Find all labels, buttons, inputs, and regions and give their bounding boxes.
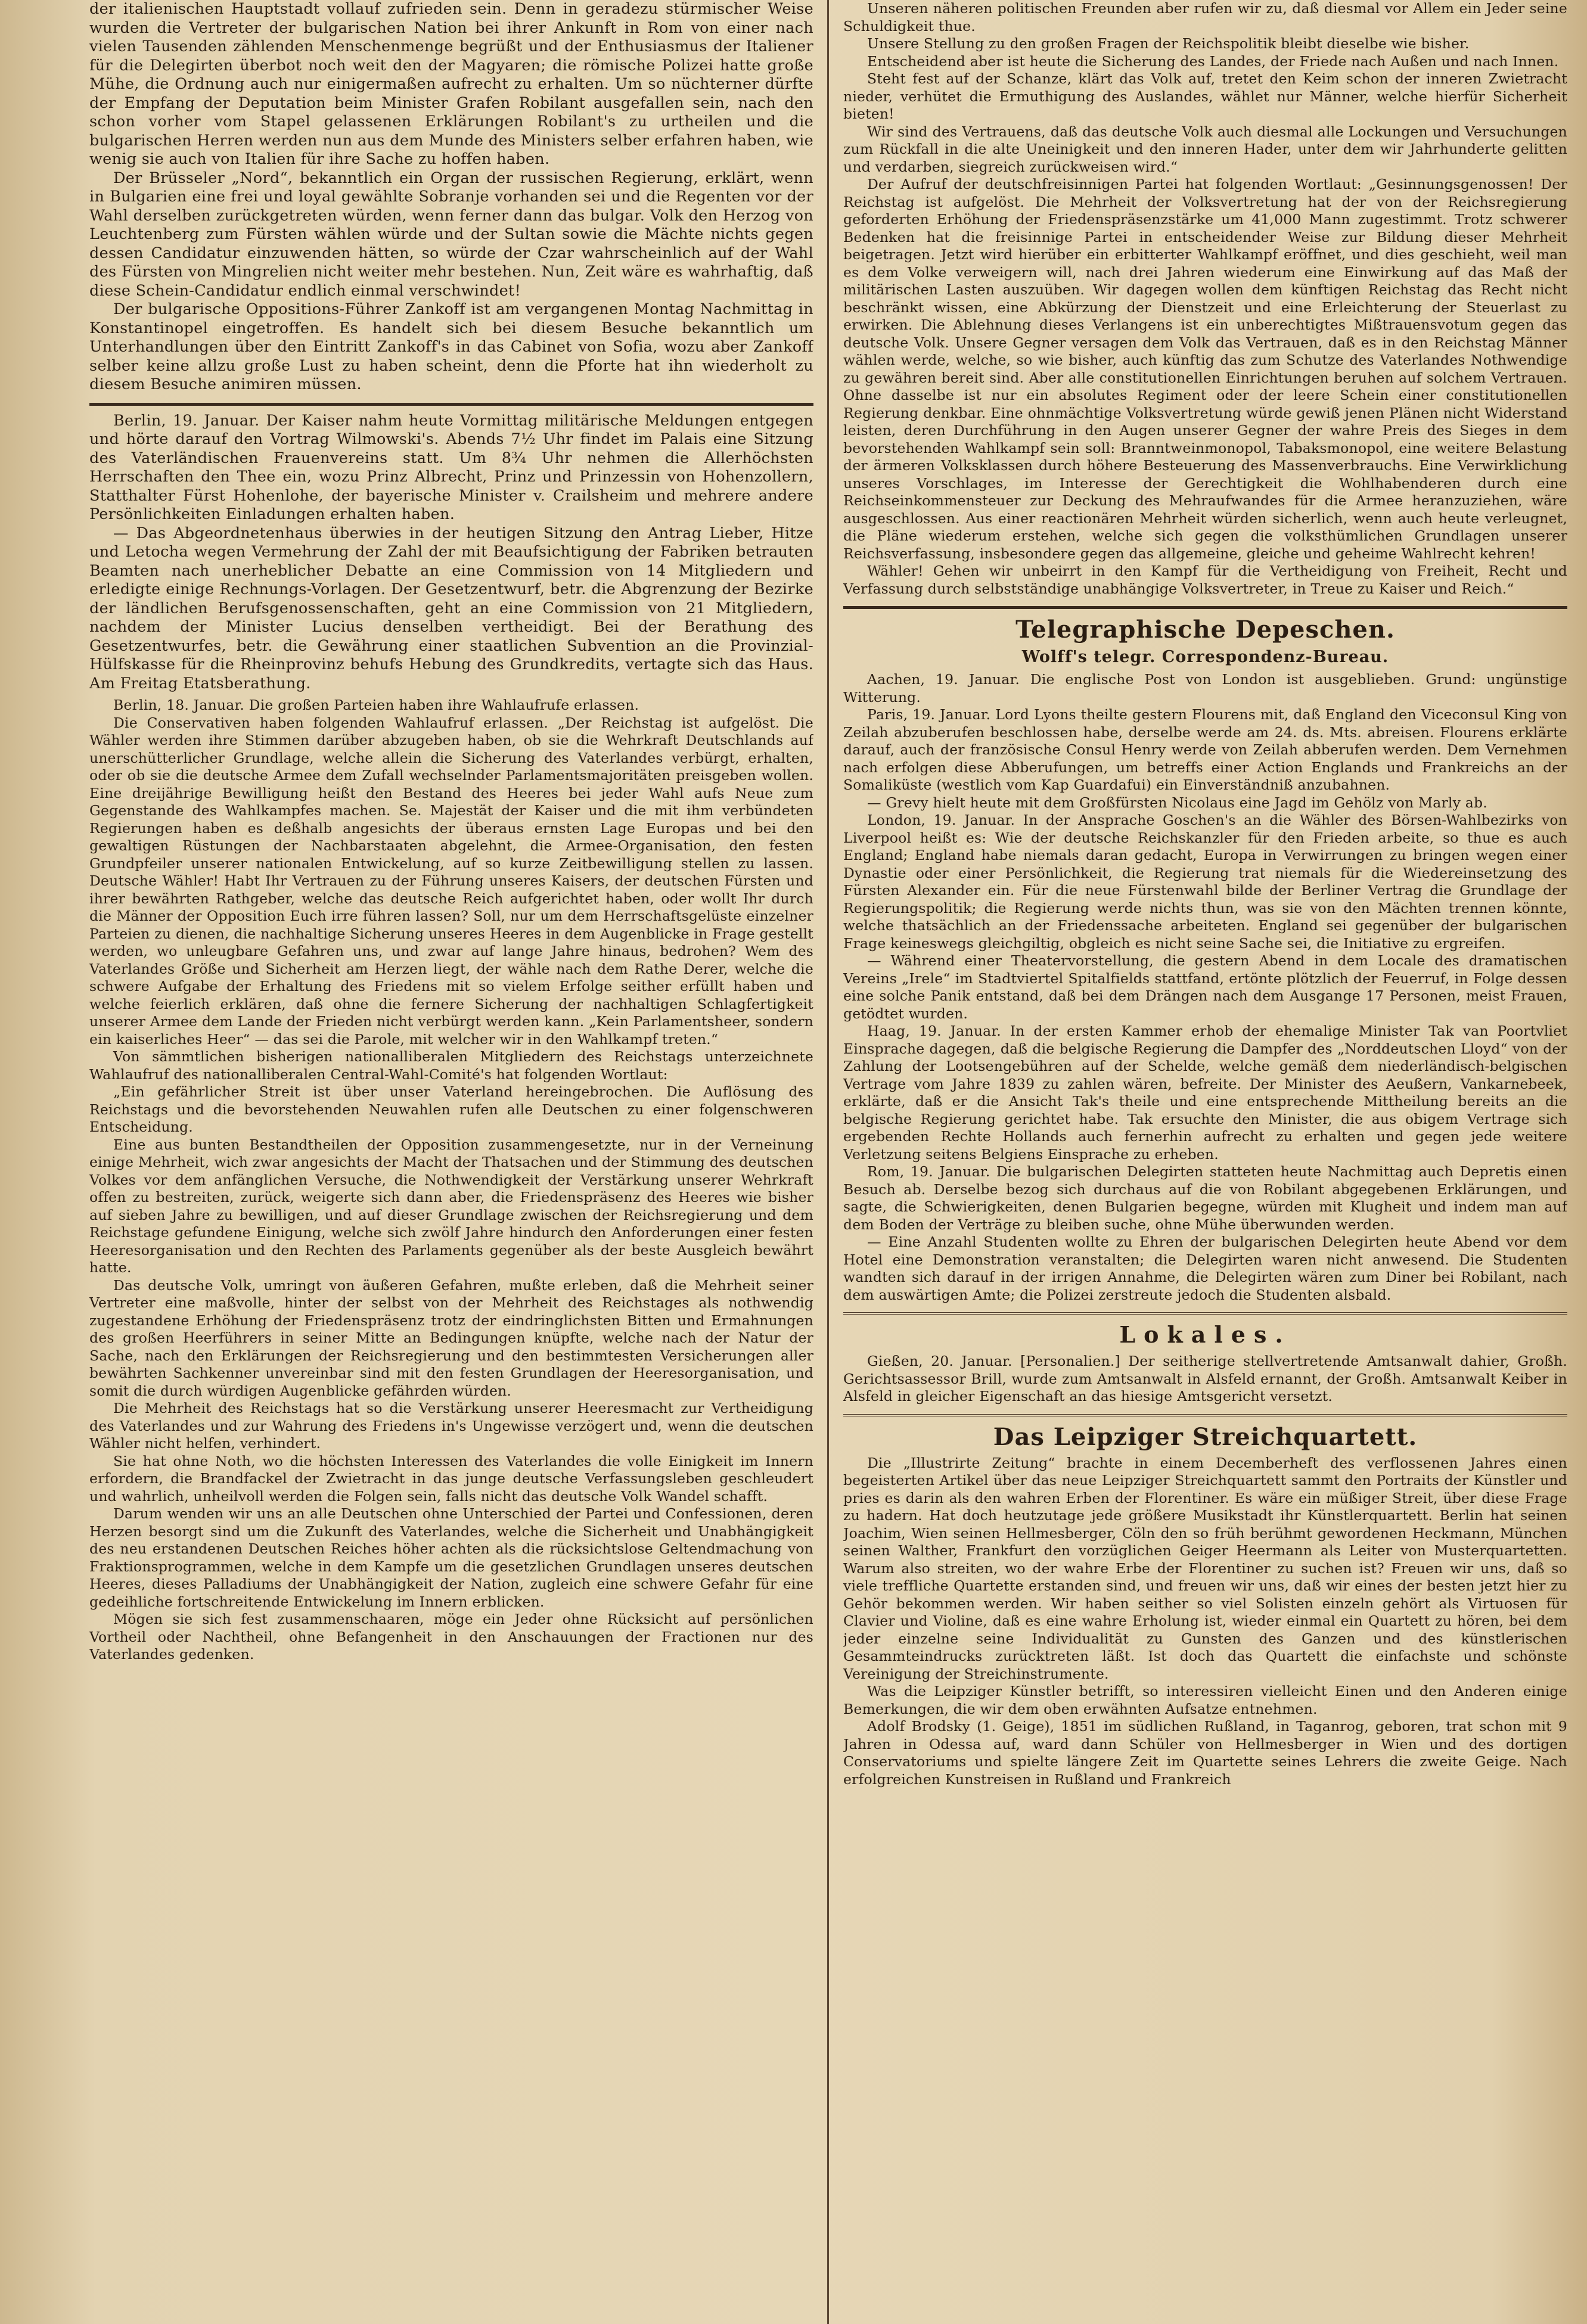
- leipzig-heading: Das Leipziger Streichquartett.: [993, 1422, 1418, 1451]
- election-paragraph: Sie hat ohne Noth, wo die höchsten Interessen des Vaterlandes die volle Einigkeit im Innern erfordern, die Brandfackel der Zwietracht in das junge deutsche Verfassungsleben geschleudert und wahrlich, unheilvoll werden die Folgen sein, falls nicht das deutsche Volk Wandel schafft.: [89, 1452, 813, 1505]
- election-paragraph: Darum wenden wir uns an alle Deutschen ohne Unterschied der Partei und Confessionen, deren Herzen besorgt sind um die Zukunft des Vaterlandes, welche die Sicherheit und Unabhängigkeit des neu erstandenen Deutschen Reiches höher achten als die rücksichtslose Geltendmachung von Fraktionsprogrammen, welche in dem Kampfe um die gesetzlichen Grundlagen unseres deutschen Heeres, dieses Palladiums der Unabhängigkeit der Nation, zugleich eine schwere Gefahr für eine gedeihliche fortschreitende Entwickelung im Innern erblicken.: [89, 1505, 813, 1610]
- election-paragraph: Berlin, 18. Januar. Die großen Parteien haben ihre Wahlaufrufe erlassen.: [113, 697, 639, 713]
- appeal-paragraph: Der Aufruf der deutschfreisinnigen Partei hat folgenden Wortlaut: „Gesinnungsgenossen! Der Reichstag ist aufgelöst. Die Mehrheit der Volksvertretung hat der von der Reichsregierung geforderten Erhöhung der Friedenspräsenzstärke um 41,000 Mann zugestimmt. Trotz schwerer Bedenken hat die freisinnige Partei in entscheidender Weise zur Bildung dieser Mehrheit beigetragen. Jetzt wird hierüber ein erbitterter Wahlkampf eröffnet, und dies geschieht, weil man es dem Volke verweigern will, nach drei Jahren wiederum eine Einwirkung auf das Maß der militärischen Lasten auszuüben. Wir dagegen wollen dem künftigen Reichstag das Recht nicht beschränkt wissen, eine Abkürzung der Dienstzeit und eine Erleichterung der Steuerlast zu erwirken. Die Ablehnung dieses Verlangens ist ein unberechtigtes Mißtrauensvotum gegen das deutsche Volk. Unsere Gegner versagen dem Volk das Vertrauen, daß es in den Reichstag Männer wählen werde, welche, so wie bisher, auch künftig das zum Schutze des Vaterlandes Nothwendige zu gewähren bereit sind. Aber alle constitutionellen Einrichtungen beruhen auf solchem Vertrauen. Ohne dasselbe ist nur ein absolutes Regiment oder der leere Schein einer constitutionellen Regierung denkbar. Eine ohnmächtige Volksvertretung würde gewiß jenen Plänen nicht Widerstand leisten, deren Durchführung in den Augen unserer Gegner der wahre Preis des Sieges in dem bevorstehenden Wahlkampf sein soll: Branntweinmonopol, Tabaksmonopol, eine weitere Belastung der ärmeren Volksklassen durch höhere Besteuerung des Massenverbrauchs. Eine Verwirklichung unseres Vorschlages, im Interesse der Gerechtigkeit die Wohlhabenderen durch eine Reichseinkommensteuer zur Deckung des Mehraufwandes für die Armee heranzuziehen, wäre ausgeschlossen. Aus einer reactionären Mehrheit würden sicherlich, wenn auch heute verleugnet, die Pläne wiederum erstehen, welche sich gegen die volksthümlichen Grundlagen unserer Reichsverfassung, insbesondere gegen das allgemeine, gleiche und geheime Wahlrecht kehren!: [843, 176, 1567, 562]
- section-rule: [89, 403, 813, 406]
- telegraph-paragraph: — Grevy hielt heute mit dem Großfürsten Nicolaus eine Jagd im Gehölz von Marly ab.: [867, 794, 1487, 811]
- leipzig-paragraph: Was die Leipziger Künstler betrifft, so interessiren vielleicht Einen und den Anderen einige Bemerkungen, die wir dem oben erwähnten Aufsatze entnehmen.: [843, 1683, 1567, 1717]
- appeal-paragraph: Wähler! Gehen wir unbeirrt in den Kampf für die Vertheidigung von Freiheit, Recht und Verfassung durch selbstständige unabhängige Volksvertreter, in Treue zu Kaiser und Reich.“: [843, 563, 1567, 597]
- section-rule: [843, 1312, 1567, 1315]
- berlin-news-paragraph: Berlin, 19. Januar. Der Kaiser nahm heute Vormittag militärische Meldungen entgegen und hörte darauf den Vortrag Wilmowski's. Abends 7½ Uhr findet im Palais eine Sitzung des Vaterländischen Frauenvereins statt. Um 8¾ Uhr nehmen die Allerhöchsten Herrschaften den Thee ein, wozu Prinz Albrecht, Prinz und Prinzessin von Hohenzollern, Statthalter Fürst Hohenlohe, der bayerische Minister v. Crailsheim und mehrere andere Persönlichkeiten Einladungen erhalten haben.: [89, 411, 813, 523]
- telegraph-paragraph: Paris, 19. Januar. Lord Lyons theilte gestern Flourens mit, daß England den Viceconsul King von Zeilah abzuberufen beschlossen habe, derselbe werde am 24. ds. Mts. abreisen. Flourens erklärte darauf, auch der französische Consul Henry werde von Zeilah abberufen werden. Dem Vernehmen nach erfolgen diese Abberufungen, um betreffs einer Action Englands und Frankreichs an der Somaliküste (westlich vom Kap Guardafui) ein Einverständniß anzubahnen.: [843, 706, 1567, 793]
- lokales-paragraph: Gießen, 20. Januar. [Personalien.] Der seitherige stellvertretende Amtsanwalt dahier, Großh. Gerichtsassessor Brill, wurde zum Amtsanwalt in Alsfeld ernannt, der Großh. Amtsanwalt Keiber in Alsfeld in gleicher Eigenschaft an das hiesige Amtsgericht versetzt.: [843, 1353, 1567, 1405]
- article-paragraph: der italienischen Hauptstadt vollauf zufrieden sein. Denn in geradezu stürmischer Weise wurden die Vertreter der bulgarischen Nation bei ihrer Ankunft in Rom von einer nach vielen Tausenden zählenden Menschenmenge begrüßt und der Enthusiasmus der Italiener für die Delegirten überbot noch weit den der Magyaren; die römische Polizei hatte große Mühe, die Ordnung auch nur einigermaßen aufrecht zu erhalten. Um so nüchterner dürfte der Empfang der Deputation beim Minister Grafen Robilant ausgefallen sein, nach den schon vorher vom Stapel gelassenen Erklärungen Robilant's zu urtheilen und die bulgarischen Herren werden nun aus dem Munde des Ministers selber erfahren haben, wie wenig sie auch von Italien für ihre Sache zu hoffen haben.: [89, 0, 813, 168]
- appeal-paragraph: Unseren näheren politischen Freunden aber rufen wir zu, daß diesmal vor Allem ein Jeder seine Schuldigkeit thue.: [843, 0, 1567, 35]
- election-paragraph: Die Conservativen haben folgenden Wahlaufruf erlassen. „Der Reichstag ist aufgelöst. Die Wähler werden ihre Stimmen darüber abzugeben haben, ob sie die Wehrkraft Deutschlands auf unerschütterlicher Grundlage, welche allein die Sicherung des Vaterlandes verbürgt, erhalten, oder ob sie die deutsche Armee dem Zufall wechselnder Parlamentsmajoritäten preisgeben wollen. Eine dreijährige Bewilligung heißt den Bestand des Heeres bei jeder Wahl aufs Neue zum Gegenstande des Wahlkampfes machen. Se. Majestät der Kaiser und die mit ihm verbündeten Regierungen haben es deßhalb angesichts der überaus ernsten Lage Europas und bei den gewaltigen Rüstungen der Nachbarstaaten abgelehnt, die Armee-Organisation, den festen Grundpfeiler unserer nationalen Entwickelung, auf so kurze Zeitbewilligung stellen zu lassen. Deutsche Wähler! Habt Ihr Vertrauen zu der Führung unseres Kaisers, der deutschen Fürsten und ihrer bewährten Rathgeber, welche das deutsche Reich aufgerichtet haben, oder wollt Ihr durch die Männer der Opposition Euch irre führen lassen? Soll, nur um dem Herrschaftsgelüste einzelner Parteien zu dienen, die nachhaltige Sicherung unseres Heeres in dem Augenblicke in Frage gestellt werden, wo unleugbare Gefahren uns, und zwar auf lange Jahre hinaus, bedrohen? Wem des Vaterlandes Größe und Sicherheit am Herzen liegt, der wähle nach dem Rathe Derer, welche die schwere Aufgabe der Erhaltung des Friedens mit so vielem Erfolge seither erfüllt haben und welche feierlich erklären, daß ohne die fernere Sicherung der nachhaltigen Schlagfertigkeit unserer Armee dem Lande der Frieden nicht verbürgt werden kann. „Kein Parlamentsheer, sondern ein kaiserliches Heer“ — das sei die Parole, mit welcher wir in den Wahlkampf treten.“: [89, 714, 813, 1048]
- telegraph-paragraph: Haag, 19. Januar. In der ersten Kammer erhob der ehemalige Minister Tak van Poortvliet Einsprache dagegen, daß die belgische Regierung die Dampfer des „Norddeutschen Lloyd“ von der Zahlung der Lootsengebühren auf der Schelde, welche gemäß dem niederländisch-belgischen Vertrage vom Jahre 1839 zu zahlen wären, befreite. Der Minister des Aeußern, Vankarnebeek, erklärte, daß er die Ansicht Tak's theile und eine entsprechende Mittheilung bereits an die belgische Regierung gerichtet habe. Tak ersuchte den Minister, die aus obigem Vertrage sich ergebenden Rechte Hollands auch fernerhin aufrecht zu erhalten und gegen jede weitere Verletzung seitens Belgiens Einsprache zu erheben.: [843, 1023, 1567, 1163]
- appeal-paragraph: Steht fest auf der Schanze, klärt das Volk auf, tretet den Keim schon der inneren Zwietracht nieder, verhütet die Ermuthigung des Auslandes, wählet nur Männer, welche hierfür Sicherheit bieten!: [843, 70, 1567, 122]
- section-rule: [843, 1414, 1567, 1416]
- telegraph-subheading: Wolff's telegr. Correspondenz-Bureau.: [1021, 648, 1389, 666]
- lokales-heading: Lokales.: [1119, 1321, 1291, 1348]
- appeal-paragraph: Wir sind des Vertrauens, daß das deutsche Volk auch diesmal alle Lockungen und Versuchungen zum Rückfall in die alte Uneinigkeit und den inneren Hader, unter dem wir Jahrhunderte gelitten und verdarben, siegreich zurückweisen wird.“: [843, 123, 1567, 175]
- election-paragraph: Die Mehrheit des Reichstags hat so die Verstärkung unserer Heeresmacht zur Vertheidigung des Vaterlandes und zur Wahrung des Friedens in's Ungewisse verzögert und, wenn die deutschen Wähler nicht helfen, verhindert.: [89, 1400, 813, 1452]
- election-paragraph: Von sämmtlichen bisherigen nationalliberalen Mitgliedern des Reichstags unterzeichnete Wahlaufruf des nationalliberalen Central-Wahl-Comité's hat folgenden Wortlaut:: [89, 1048, 813, 1083]
- election-paragraph: Das deutsche Volk, umringt von äußeren Gefahren, mußte erleben, daß die Mehrheit seiner Vertreter eine maßvolle, hinter der selbst von der Mehrheit des Reichstages als nothwendig zugestandene Erhöhung der Friedenspräsenz trotz der eindringlichsten Bitten und Ermahnungen des großen Heerführers in seiner Mitte an Bedingungen knüpfte, welche nach der Natur der Sache, nach den Erklärungen der Reichsregierung und den bestimmtesten Versicherungen aller bewährten Sachkenner unvereinbar sind mit den festen Grundlagen der Heeresorganisation, und somit die durch würdigen Augenblicke gefährden würden.: [89, 1276, 813, 1399]
- election-paragraph: Mögen sie sich fest zusammenschaaren, möge ein Jeder ohne Rücksicht auf persönlichen Vortheil oder Nachtheil, ohne Befangenheit in den Anschauungen der Fractionen nur des Vaterlandes gedenken.: [89, 1611, 813, 1663]
- leipzig-paragraph: Die „Illustrirte Zeitung“ brachte in einem Decemberheft des verflossenen Jahres einen begeisterten Artikel über das neue Leipziger Streichquartett sammt den Portraits der Künstler und pries es darin als den wahren Erben der Florentiner. Es wäre ein müßiger Streit, über diese Frage zu hadern. Hat doch heutzutage jede größere Musikstadt ihr Künstlerquartett. Berlin hat seinen Joachim, Wien seinen Hellmesberger, Cöln den so früh berühmt gewordenen Heckmann, München seinen Walther, Frankfurt den vorzüglichen Geiger Heermann als Leiter von Musterquartetten. Warum also streiten, wo der wahre Erbe der Florentiner zu suchen ist? Freuen wir uns, daß so viele treffliche Quartette erstanden sind, und freuen wir uns, daß wir eines der besten jetzt hier zu Gehör bekommen werden. Wir haben seither so viel Solisten einzeln gehört als Virtuosen für Clavier und Violine, daß es eine wahre Erholung ist, wieder einmal ein Quartett zu hören, bei dem jeder einzelne seine Individualität zu Gunsten des Ganzen und des künstlerischen Gesammteindrucks zurücktreten läßt. Ist doch das Quartett die einfachste und schönste Vereinigung der Streichinstrumente.: [843, 1454, 1567, 1682]
- telegraph-paragraph: Aachen, 19. Januar. Die englische Post von London ist ausgeblieben. Grund: ungünstige Witterung.: [843, 671, 1567, 706]
- election-paragraph: „Ein gefährlicher Streit ist über unser Vaterland hereingebrochen. Die Auflösung des Reichstags und die bevorstehenden Neuwahlen rufen alle Deutschen zu einer folgenschweren Entscheidung.: [89, 1083, 813, 1135]
- right-column: [843, 0, 1567, 2324]
- appeal-paragraph: Unsere Stellung zu den großen Fragen der Reichspolitik bleibt dieselbe wie bisher.: [867, 35, 1470, 52]
- berlin-news-paragraph: — Das Abgeordnetenhaus überwies in der heutigen Sitzung den Antrag Lieber, Hitze und Letocha wegen Vermehrung der Zahl der mit Beaufsichtigung der Fabriken betrauten Beamten nach unerheblicher Debatte an eine Commission von 14 Mitgliedern und erledigte einige Rechnungs-Vorlagen. Der Gesetzentwurf, betr. die Abgrenzung der Bezirke der ländlichen Berufsgenossenschaften, geht an eine Commission von 21 Mitgliedern, nachdem der Minister Lucius denselben vertheidigt. Bei der Berathung des Gesetzentwurfes, betr. die Gewährung einer staatlichen Subvention an die Provinzial-Hülfskasse für die Rheinprovinz behufs Hebung des Grundkredits, vertagte sich das Haus. Am Freitag Etatsberathung.: [89, 524, 813, 692]
- telegraph-paragraph: — Während einer Theatervorstellung, die gestern Abend in dem Locale des dramatischen Vereins „Irele“ im Stadtviertel Spitalfields stattfand, ertönte plötzlich der Feuerruf, in Folge dessen eine solche Panik entstand, daß bei dem Drängen nach dem Ausgange 17 Personen, meist Frauen, getödtet wurden.: [843, 952, 1567, 1022]
- section-rule: [843, 606, 1567, 609]
- telegraph-paragraph: — Eine Anzahl Studenten wollte zu Ehren der bulgarischen Delegirten heute Abend vor dem Hotel eine Demonstration veranstalten; die Delegirten waren nicht anwesend. Die Studenten wandten sich darauf in der irrigen Annahme, die Delegirten wären zum Diner bei Robilant, nach dem auswärtigen Amte; die Polizei zerstreute jedoch die Studenten alsbald.: [843, 1234, 1567, 1303]
- article-paragraph: Der bulgarische Oppositions-Führer Zankoff ist am vergangenen Montag Nachmittag in Konstantinopel eingetroffen. Es handelt sich bei diesem Besuche bekanntlich um Unterhandlungen über den Eintritt Zankoff's in das Cabinet von Sofia, wozu aber Zankoff selber keine allzu große Lust zu haben scheint, denn die Pforte hat ihn wiederholt zu diesem Besuche animiren müssen.: [89, 300, 813, 393]
- column-divider: [827, 0, 829, 2324]
- leipzig-paragraph: Adolf Brodsky (1. Geige), 1851 im südlichen Rußland, in Taganrog, geboren, trat schon mit 9 Jahren in Odessa auf, ward dann Schüler von Hellmesberger in Wien und des dortigen Conservatoriums und spielte längere Zeit im Quartette seines Lehrers die zweite Geige. Nach erfolgreichen Kunstreisen in Rußland und Frankreich: [843, 1718, 1567, 1788]
- article-paragraph: Der Brüsseler „Nord“, bekanntlich ein Organ der russischen Regierung, erklärt, wenn in Bulgarien eine frei und loyal gewählte Sobranje vorhanden sei und die Regenten vor der Wahl derselben zurückgetreten würden, wenn ferner dann das bulgar. Volk den Herzog von Leuchtenberg zum Fürsten wählen würde und der Sultan sowie die Mächte nichts gegen dessen Candidatur einzuwenden hätten, so würde der Czar wahrscheinlich auf der Wahl des Fürsten von Mingrelien nicht weiter mehr bestehen. Nun, Zeit wäre es wahrhaftig, daß diese Schein-Candidatur endlich einmal verschwindet!: [89, 169, 813, 300]
- election-paragraph: Eine aus bunten Bestandtheilen der Opposition zusammengesetzte, nur in der Verneinung einige Mehrheit, wich zwar angesichts der Macht der Thatsachen und der Stimmung des deutschen Volkes vor dem anfänglichen Versuche, die Nothwendigkeit der Verstärkung unserer Wehrkraft offen zu bestreiten, zurück, weigerte sich dann aber, die Friedenspräsenz des Heeres wie bisher auf sieben Jahre zu bewilligen, und auf dieser Grundlage zwischen der Reichsregierung und dem Reichstage gefundene Einigung, welche sich zwölf Jahre hindurch den Anforderungen einer festen Heeresorganisation und den Rechten des Parlaments gegenüber als der beste Ausgleich bewährt hatte.: [89, 1136, 813, 1276]
- telegraph-paragraph: Rom, 19. Januar. Die bulgarischen Delegirten statteten heute Nachmittag auch Depretis einen Besuch ab. Derselbe bezog sich durchaus auf die von Robilant abgegebenen Erklärungen, und sagte, die Schwierigkeiten, denen Bulgarien begegne, würden mit Klugheit und indem man auf dem Boden der Verträge zu bleiben suche, ohne Mühe überwunden werden.: [843, 1163, 1567, 1233]
- telegraph-paragraph: London, 19. Januar. In der Ansprache Goschen's an die Wähler des Börsen-Wahlbezirks von Liverpool heißt es: Wie der deutsche Reichskanzler für den Frieden arbeite, so thue es auch England; England habe niemals daran gedacht, Europa in Verwirrungen zu bringen wegen einer Dynastie oder einer Persönlichkeit, die Regierung trat niemals für die Wiedereinsetzung des Fürsten Alexander ein. Für die neue Fürstenwahl bilde der Berliner Vertrag die Grundlage der Regierungspolitik; die Regierung werde nichts thun, was sie von den Mächten trennen könnte, welche thatsächlich an der Friedenssache arbeiteten. England sei gegenüber der bulgarischen Frage keineswegs gleichgiltig, obgleich es nicht seine Sache sei, die Initiative zu ergreifen.: [843, 812, 1567, 952]
- telegraph-heading: Telegraphische Depeschen.: [1015, 616, 1395, 644]
- appeal-paragraph: Entscheidend aber ist heute die Sicherung des Landes, der Friede nach Außen und nach Innen.: [867, 52, 1559, 70]
- left-column: [89, 0, 813, 2324]
